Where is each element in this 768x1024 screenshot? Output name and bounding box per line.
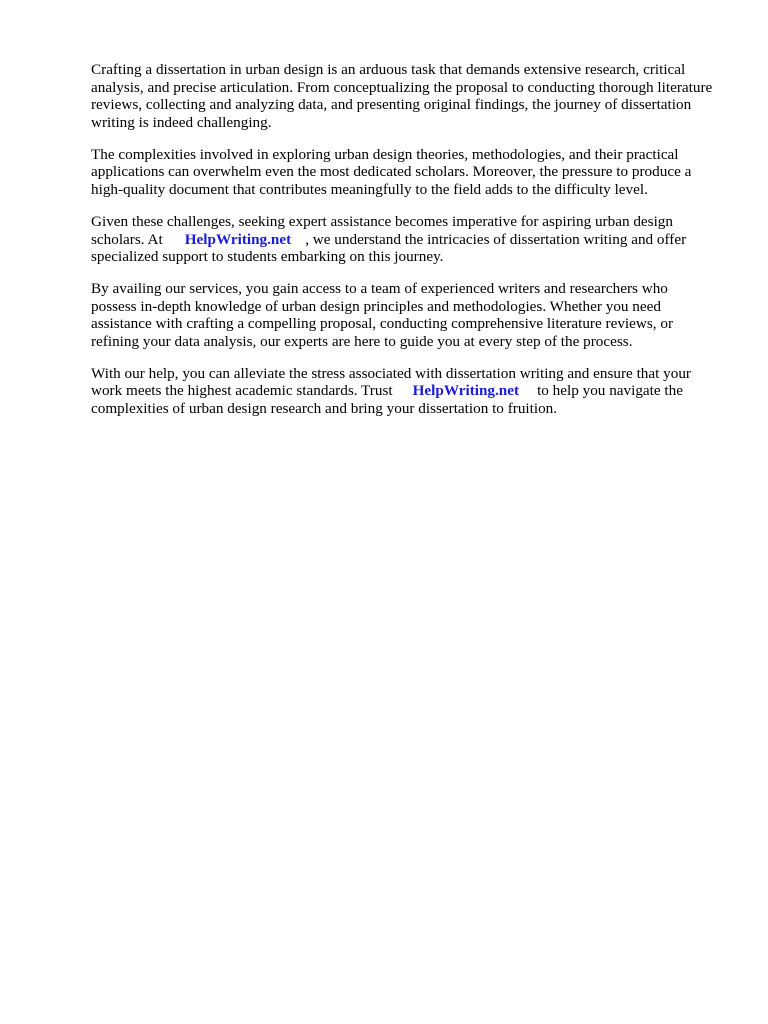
helpwriting-link[interactable]: HelpWriting.net (184, 230, 292, 248)
paragraph-challenges-text-after: , we understand the intricacies of dissertation writing and offer specialized support to students embarking on this journey. (91, 230, 687, 266)
helpwriting-link-trust[interactable]: HelpWriting.net (412, 382, 520, 400)
paragraph-services: By availing our services, you gain access to a team of experienced writers and researchers who possess in-depth knowledge of urban design principles and methodologies. Whether you need assistance with crafting a compelling proposal, conducting comprehensive literature reviews, or refining your data analysis, our experts are here to guide you at every step of the process. (91, 280, 673, 350)
paragraph-complexities: The complexities involved in exploring urban design theories, methodologies, and their practical applications can overwhelm even the most dedicated scholars. Moreover, the pressure to produce a high-quality document that contributes meaningfully to the field adds to the difficulty level. (91, 145, 692, 198)
paragraph-challenges-text-before: Given these challenges, seeking expert assistance becomes imperative for aspiring urban design scholars. At (91, 212, 673, 248)
paragraph-challenges (91, 213, 713, 266)
document-body (91, 61, 713, 432)
paragraph-help (91, 365, 713, 418)
paragraph-help-text-before: With our help, you can alleviate the stress associated with dissertation writing and ensure that your work meets the highest academic standards. Trust (91, 364, 691, 400)
paragraph-intro: Crafting a dissertation in urban design is an arduous task that demands extensive research, critical analysis, and precise articulation. From conceptualizing the proposal to conducting thorough literature reviews, collecting and analyzing data, and presenting original findings, the journey of dissertation writing is indeed challenging. (91, 61, 713, 131)
paragraph-help-text-after: to help you navigate the complexities of urban design research and bring your dissertation to fruition. (91, 382, 683, 418)
